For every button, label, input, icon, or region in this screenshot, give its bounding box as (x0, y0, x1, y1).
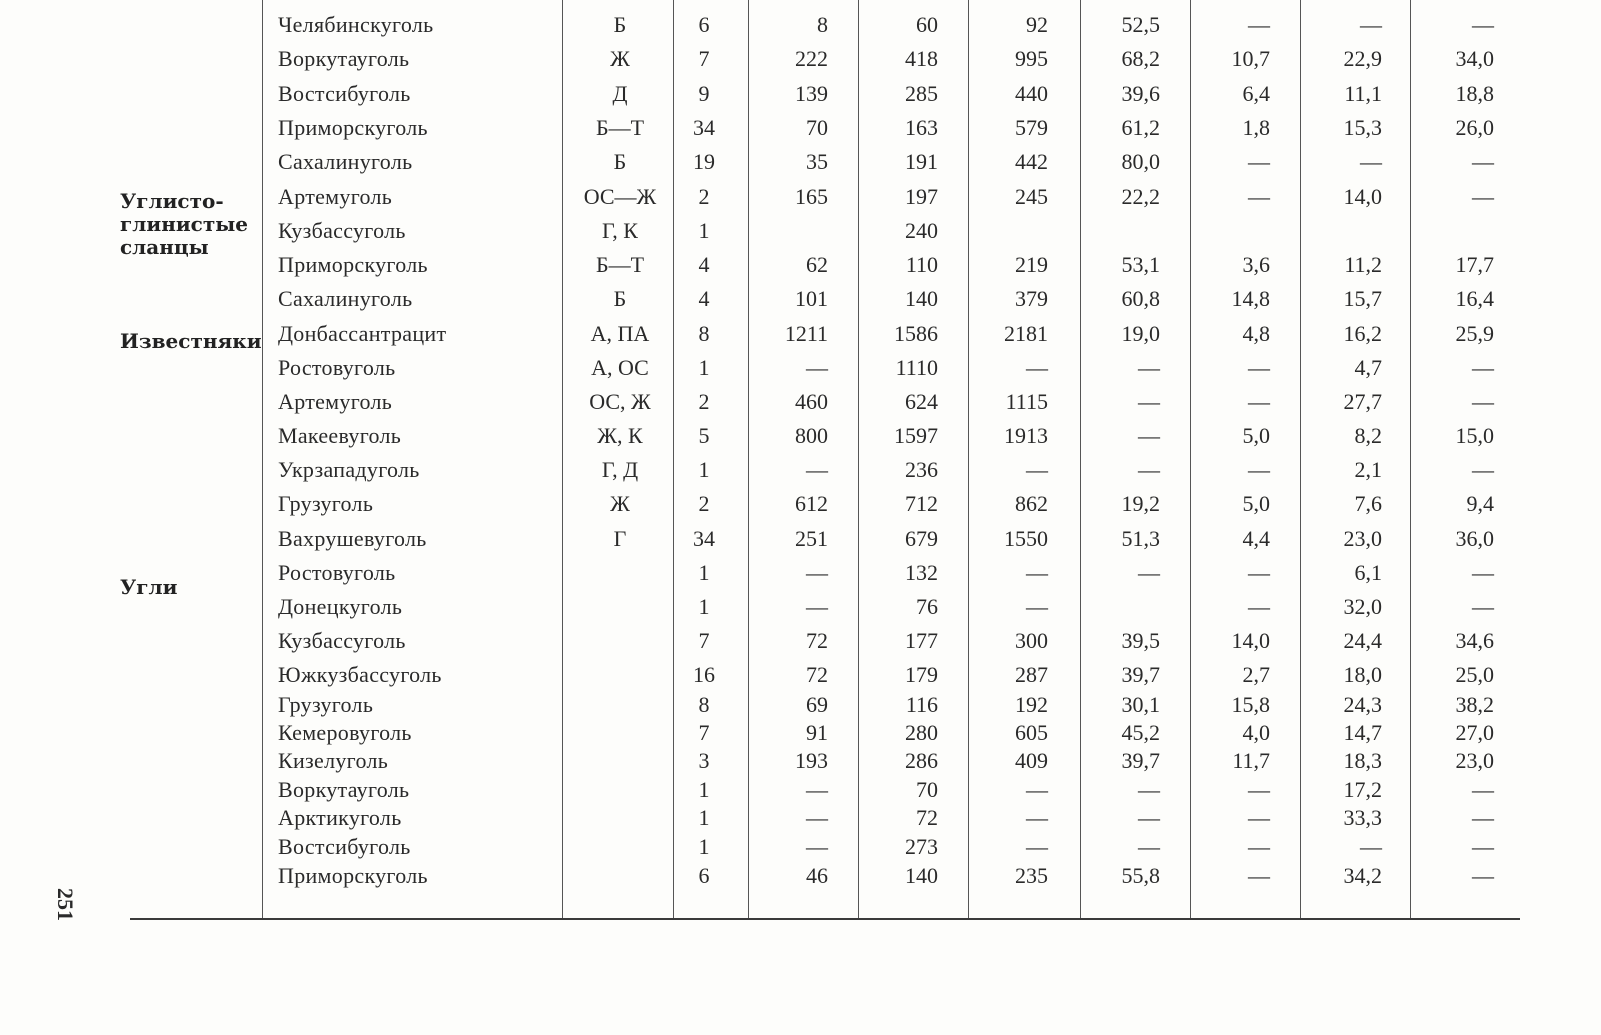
value-cell: 6,1 (1354, 560, 1382, 585)
value-cell: — (1026, 805, 1048, 830)
value-cell: — (1248, 863, 1270, 888)
value-cell: 5,0 (1242, 491, 1270, 516)
value-cell: 24,3 (1343, 692, 1382, 717)
value-cell: 11,2 (1344, 252, 1382, 277)
value-cell: 17,2 (1343, 777, 1382, 802)
table-row (0, 387, 1601, 417)
value-cell: 46 (806, 863, 828, 888)
value-cell: 2 (698, 491, 710, 516)
value-cell: 18,0 (1343, 662, 1382, 687)
value-cell: — (1472, 12, 1494, 37)
value-cell: 1 (698, 560, 710, 585)
value-cell: 4,8 (1242, 321, 1270, 346)
value-cell: 7,6 (1354, 491, 1382, 516)
value-cell: 18,3 (1343, 748, 1382, 773)
table-row (0, 592, 1601, 622)
value-cell: 1211 (784, 321, 828, 346)
value-cell: 14,8 (1231, 286, 1270, 311)
value-cell: 34,0 (1455, 46, 1494, 71)
table-row (0, 803, 1601, 833)
value-cell: 110 (905, 252, 938, 277)
value-cell: 5,0 (1242, 423, 1270, 448)
coal-grade: А, ОС (591, 355, 649, 380)
coal-grade: Б (613, 286, 627, 311)
enterprise-name: Донбассантрацит (278, 321, 447, 346)
value-cell: — (1248, 389, 1270, 414)
value-cell: 287 (1015, 662, 1048, 687)
value-cell: — (1138, 355, 1160, 380)
value-cell: — (1026, 834, 1048, 859)
value-cell: 24,4 (1343, 628, 1382, 653)
value-cell: 286 (905, 748, 938, 773)
enterprise-name: Кузбассуголь (278, 218, 406, 243)
enterprise-name: Грузуголь (278, 692, 374, 717)
value-cell: 68,2 (1121, 46, 1160, 71)
page-number: 251 (53, 888, 78, 921)
value-cell: 51,3 (1121, 526, 1160, 551)
value-cell: — (806, 805, 828, 830)
value-cell: 72 (806, 628, 828, 653)
value-cell: 3,6 (1242, 252, 1270, 277)
value-cell: 116 (905, 692, 938, 717)
value-cell: 4,7 (1354, 355, 1382, 380)
enterprise-name: Сахалинуголь (278, 149, 413, 174)
table-row (0, 284, 1601, 314)
value-cell: 61,2 (1121, 115, 1160, 140)
enterprise-name: Донецкуголь (278, 594, 403, 619)
value-cell: 7 (698, 46, 710, 71)
enterprise-name: Арктикуголь (278, 805, 402, 830)
table-row (0, 626, 1601, 656)
value-cell: 191 (905, 149, 938, 174)
value-cell: 39,7 (1121, 748, 1160, 773)
value-cell: — (1138, 389, 1160, 414)
table-row (0, 718, 1601, 748)
value-cell: 16,4 (1455, 286, 1494, 311)
value-cell: 4,4 (1242, 526, 1270, 551)
value-cell: 273 (905, 834, 938, 859)
value-cell: — (806, 355, 828, 380)
value-cell: 23,0 (1343, 526, 1382, 551)
value-cell: 1115 (1005, 389, 1048, 414)
table-row (0, 44, 1601, 74)
value-cell: 4 (698, 252, 710, 277)
table-row (0, 421, 1601, 451)
value-cell: 995 (1015, 46, 1048, 71)
enterprise-name: Макеевуголь (278, 423, 402, 448)
coal-grade: ОС, Ж (589, 389, 651, 414)
coal-grade: Б (613, 12, 627, 37)
value-cell: 1597 (894, 423, 938, 448)
enterprise-name: Воркутауголь (278, 46, 410, 71)
value-cell: 442 (1015, 149, 1048, 174)
value-cell: — (1138, 834, 1160, 859)
value-cell: — (1026, 777, 1048, 802)
value-cell: 245 (1015, 184, 1048, 209)
table-row (0, 182, 1601, 212)
value-cell: 38,2 (1455, 692, 1494, 717)
value-cell: — (1472, 457, 1494, 482)
enterprise-name: Востсибуголь (278, 834, 411, 859)
enterprise-name: Артемуголь (278, 389, 393, 414)
value-cell: 3 (698, 748, 710, 773)
enterprise-name: Востсибуголь (278, 81, 411, 106)
value-cell: 379 (1015, 286, 1048, 311)
value-cell: 39,7 (1121, 662, 1160, 687)
value-cell: 15,8 (1231, 692, 1270, 717)
value-cell: 23,0 (1455, 748, 1494, 773)
value-cell: — (1026, 355, 1048, 380)
value-cell: 7 (698, 628, 710, 653)
value-cell: 36,0 (1455, 526, 1494, 551)
table-row (0, 216, 1601, 246)
value-cell: 177 (905, 628, 938, 653)
value-cell: 33,3 (1343, 805, 1382, 830)
value-cell: — (1248, 12, 1270, 37)
value-cell: 1 (698, 594, 710, 619)
value-cell: 25,9 (1455, 321, 1494, 346)
value-cell: — (806, 560, 828, 585)
value-cell: 6 (698, 863, 710, 888)
value-cell: — (1026, 457, 1048, 482)
value-cell: 19,2 (1121, 491, 1160, 516)
value-cell: 34 (693, 526, 715, 551)
value-cell: 1 (698, 805, 710, 830)
value-cell: 14,0 (1231, 628, 1270, 653)
value-cell: — (1248, 184, 1270, 209)
value-cell: 101 (795, 286, 828, 311)
enterprise-name: Грузуголь (278, 491, 374, 516)
value-cell: 163 (905, 115, 938, 140)
value-cell: — (1026, 594, 1048, 619)
value-cell: 34,2 (1343, 863, 1382, 888)
value-cell: 236 (905, 457, 938, 482)
value-cell: 2 (698, 184, 710, 209)
value-cell: 55,8 (1121, 863, 1160, 888)
coal-grade: А, ПА (590, 321, 650, 346)
value-cell: 8 (698, 321, 710, 346)
value-cell: 27,0 (1455, 720, 1494, 745)
coal-grade: Г, Д (601, 457, 639, 482)
value-cell: 19,0 (1121, 321, 1160, 346)
value-cell: 800 (795, 423, 828, 448)
value-cell: — (1472, 863, 1494, 888)
value-cell: — (1026, 560, 1048, 585)
value-cell: 1110 (895, 355, 938, 380)
value-cell: 6,4 (1242, 81, 1270, 106)
value-cell: 165 (795, 184, 828, 209)
table-row (0, 455, 1601, 485)
value-cell: — (1248, 355, 1270, 380)
value-cell: — (1360, 834, 1382, 859)
value-cell: 17,7 (1455, 252, 1494, 277)
table-row (0, 147, 1601, 177)
value-cell: 19 (693, 149, 715, 174)
value-cell: 300 (1015, 628, 1048, 653)
value-cell: 1 (698, 355, 710, 380)
enterprise-name: Ростовуголь (278, 355, 396, 380)
enterprise-name: Воркутауголь (278, 777, 410, 802)
value-cell: — (1248, 834, 1270, 859)
value-cell: 22,9 (1343, 46, 1382, 71)
value-cell: 72 (806, 662, 828, 687)
coal-grade: Г, К (602, 218, 638, 243)
value-cell: 2 (698, 389, 710, 414)
value-cell: 1 (698, 457, 710, 482)
value-cell: 624 (905, 389, 938, 414)
value-cell: — (1248, 457, 1270, 482)
value-cell: 15,3 (1343, 115, 1382, 140)
value-cell: 9 (698, 81, 710, 106)
coal-grade: ОС—Ж (583, 184, 657, 209)
value-cell: 139 (795, 81, 828, 106)
value-cell: 460 (795, 389, 828, 414)
table-row (0, 746, 1601, 776)
value-cell: 35 (806, 149, 828, 174)
value-cell: — (1248, 777, 1270, 802)
value-cell: 16,2 (1343, 321, 1382, 346)
enterprise-name: Вахрушевуголь (278, 526, 427, 551)
value-cell: 1 (698, 777, 710, 802)
enterprise-name: Приморскуголь (278, 863, 428, 888)
value-cell: — (1472, 389, 1494, 414)
group-label-coals: Угли (120, 575, 178, 599)
value-cell: 34,6 (1455, 628, 1494, 653)
value-cell: 235 (1015, 863, 1048, 888)
table-row (0, 524, 1601, 554)
value-cell: 39,6 (1121, 81, 1160, 106)
table-row (0, 690, 1601, 720)
table-row (0, 10, 1601, 40)
value-cell: 679 (905, 526, 938, 551)
value-cell: 140 (905, 286, 938, 311)
enterprise-name: Кемеровуголь (278, 720, 412, 745)
coal-grade: Ж (610, 46, 630, 71)
value-cell: 197 (905, 184, 938, 209)
value-cell: 14,0 (1343, 184, 1382, 209)
enterprise-name: Южкузбассуголь (278, 662, 442, 687)
value-cell: 8,2 (1354, 423, 1382, 448)
value-cell: 1,8 (1242, 115, 1270, 140)
enterprise-name: Кузбассуголь (278, 628, 406, 653)
value-cell: 30,1 (1121, 692, 1160, 717)
table-row (0, 660, 1601, 690)
enterprise-name: Сахалинуголь (278, 286, 413, 311)
value-cell: — (1138, 777, 1160, 802)
value-cell: 45,2 (1121, 720, 1160, 745)
value-cell: 15,7 (1343, 286, 1382, 311)
value-cell: — (1248, 149, 1270, 174)
value-cell: 16 (693, 662, 715, 687)
value-cell: 1913 (1004, 423, 1048, 448)
value-cell: 222 (795, 46, 828, 71)
table-row (0, 353, 1601, 383)
value-cell: 2,1 (1354, 457, 1382, 482)
value-cell: 219 (1015, 252, 1048, 277)
value-cell: 7 (698, 720, 710, 745)
coal-grade: Ж (610, 491, 630, 516)
value-cell: 52,5 (1121, 12, 1160, 37)
value-cell: 39,5 (1121, 628, 1160, 653)
value-cell: 14,7 (1343, 720, 1382, 745)
value-cell: — (806, 834, 828, 859)
coal-grade: Д (612, 81, 628, 106)
value-cell: 1 (698, 218, 710, 243)
value-cell: 70 (806, 115, 828, 140)
value-cell: — (1138, 423, 1160, 448)
table-row (0, 113, 1601, 143)
enterprise-name: Приморскуголь (278, 115, 428, 140)
value-cell: 76 (916, 594, 938, 619)
enterprise-name: Артемуголь (278, 184, 393, 209)
table-row (0, 79, 1601, 109)
coal-grade: Б—Т (595, 252, 645, 277)
value-cell: 27,7 (1343, 389, 1382, 414)
value-cell: 11,1 (1344, 81, 1382, 106)
value-cell: — (1138, 805, 1160, 830)
value-cell: 179 (905, 662, 938, 687)
coal-grade: Г (613, 526, 627, 551)
value-cell: 605 (1015, 720, 1048, 745)
value-cell: 53,1 (1121, 252, 1160, 277)
value-cell: 579 (1015, 115, 1048, 140)
value-cell: — (806, 457, 828, 482)
value-cell: 418 (905, 46, 938, 71)
table-row (0, 775, 1601, 805)
value-cell: 140 (905, 863, 938, 888)
coal-grade: Ж, К (597, 423, 643, 448)
value-cell: 2181 (1004, 321, 1048, 346)
value-cell: — (1472, 777, 1494, 802)
value-cell: 22,2 (1121, 184, 1160, 209)
value-cell: — (1472, 355, 1494, 380)
bottom-rule (130, 918, 1520, 920)
value-cell: 193 (795, 748, 828, 773)
value-cell: — (1248, 805, 1270, 830)
value-cell: 8 (817, 12, 828, 37)
value-cell: 8 (698, 692, 710, 717)
value-cell: — (1360, 149, 1382, 174)
value-cell: 32,0 (1343, 594, 1382, 619)
group-label-slates: Углисто- глинистые сланцы (120, 189, 249, 259)
value-cell: 4,0 (1242, 720, 1270, 745)
value-cell: 18,8 (1455, 81, 1494, 106)
enterprise-name: Ростовуголь (278, 560, 396, 585)
value-cell: — (1472, 594, 1494, 619)
value-cell: 409 (1015, 748, 1048, 773)
value-cell: 11,7 (1232, 748, 1270, 773)
value-cell: — (806, 594, 828, 619)
enterprise-name: Укрзападуголь (278, 457, 420, 482)
value-cell: 132 (905, 560, 938, 585)
value-cell: 5 (698, 423, 710, 448)
table-row (0, 861, 1601, 891)
coal-grade: Б—Т (595, 115, 645, 140)
value-cell: 240 (905, 218, 938, 243)
value-cell: — (1472, 805, 1494, 830)
value-cell: 712 (905, 491, 938, 516)
value-cell: 91 (806, 720, 828, 745)
value-cell: — (1248, 560, 1270, 585)
value-cell: 440 (1015, 81, 1048, 106)
value-cell: 60 (916, 12, 938, 37)
value-cell: — (1472, 560, 1494, 585)
value-cell: — (1138, 560, 1160, 585)
value-cell: 10,7 (1231, 46, 1270, 71)
value-cell: 4 (698, 286, 710, 311)
value-cell: 1550 (1004, 526, 1048, 551)
value-cell: — (1138, 457, 1160, 482)
value-cell: 15,0 (1455, 423, 1494, 448)
value-cell: 862 (1015, 491, 1048, 516)
value-cell: 60,8 (1121, 286, 1160, 311)
value-cell: — (1248, 594, 1270, 619)
value-cell: 612 (795, 491, 828, 516)
value-cell: 92 (1026, 12, 1048, 37)
value-cell: 1 (698, 834, 710, 859)
table-row (0, 558, 1601, 588)
value-cell: — (1472, 184, 1494, 209)
value-cell: 192 (1015, 692, 1048, 717)
value-cell: 285 (905, 81, 938, 106)
table-row (0, 832, 1601, 862)
value-cell: 70 (916, 777, 938, 802)
value-cell: 2,7 (1242, 662, 1270, 687)
value-cell: — (1472, 149, 1494, 174)
table-row (0, 319, 1601, 349)
value-cell: 62 (806, 252, 828, 277)
value-cell: — (806, 777, 828, 802)
value-cell: 1586 (894, 321, 938, 346)
value-cell: 251 (795, 526, 828, 551)
value-cell: 280 (905, 720, 938, 745)
value-cell: 25,0 (1455, 662, 1494, 687)
value-cell: 6 (698, 12, 710, 37)
coal-grade: Б (613, 149, 627, 174)
value-cell: 34 (693, 115, 715, 140)
enterprise-name: Челябинскуголь (278, 12, 434, 37)
value-cell: 26,0 (1455, 115, 1494, 140)
enterprise-name: Кизелуголь (278, 748, 389, 773)
value-cell: 80,0 (1121, 149, 1160, 174)
enterprise-name: Приморскуголь (278, 252, 428, 277)
value-cell: 69 (806, 692, 828, 717)
value-cell: — (1472, 834, 1494, 859)
group-label-limestones: Известняки (120, 329, 262, 353)
value-cell: 72 (916, 805, 938, 830)
value-cell: 9,4 (1466, 491, 1494, 516)
value-cell: — (1360, 12, 1382, 37)
table-row (0, 489, 1601, 519)
table-row (0, 250, 1601, 280)
